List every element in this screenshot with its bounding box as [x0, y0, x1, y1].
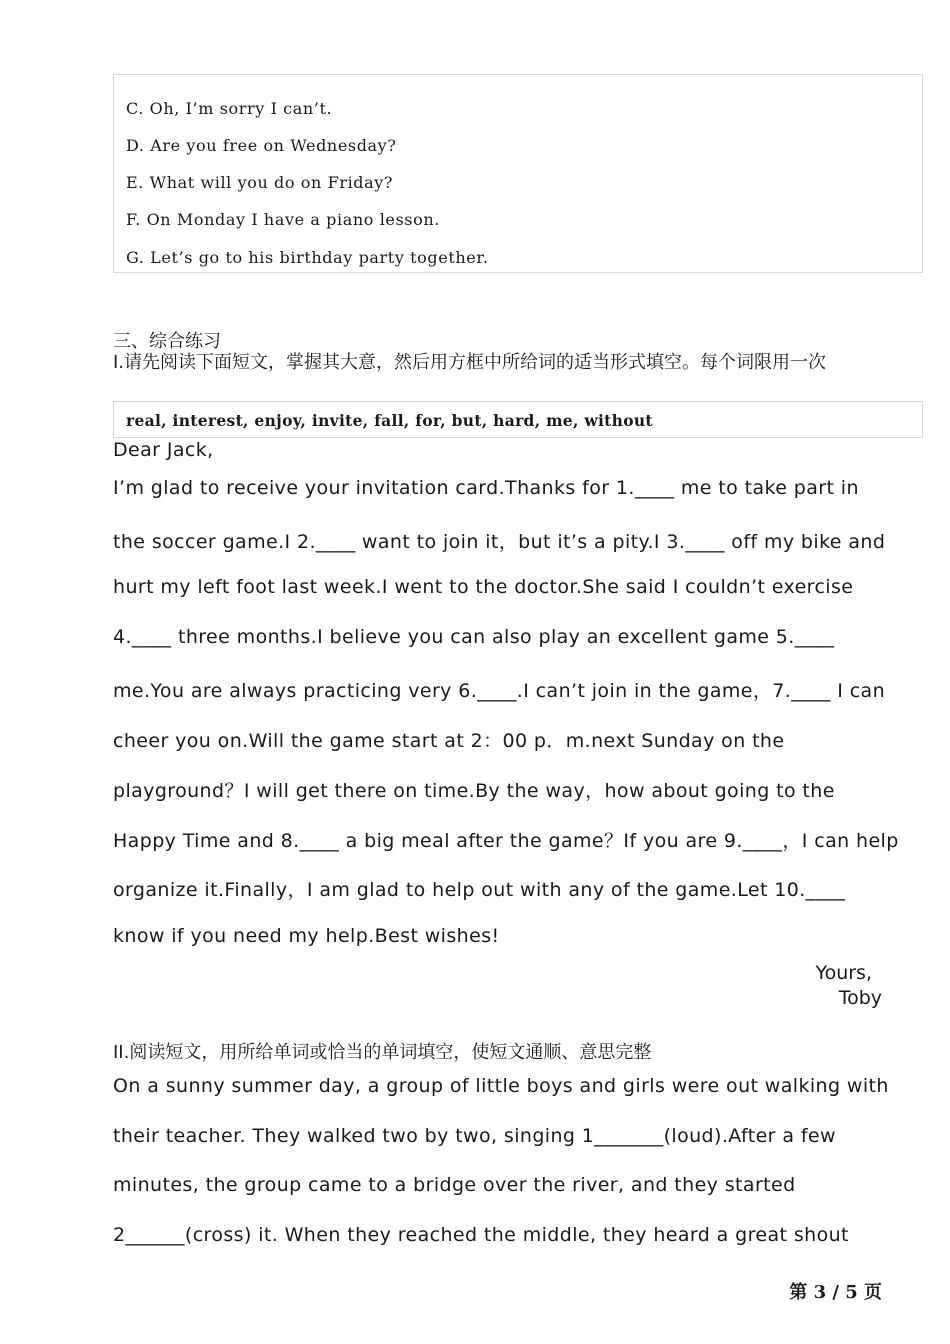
letter-line: organize it.Finally，I am glad to help out with any of the game.Let 10.____ — [113, 879, 846, 901]
option-d: D. Are you free on Wednesday? — [126, 136, 397, 155]
letter-line: hurt my left foot last week.I went to the doctor.She said I couldn’t exercise — [113, 576, 854, 598]
options-box — [113, 74, 923, 273]
passage-line: On a sunny summer day, a group of little boys and girls were out walking with — [113, 1075, 889, 1097]
part2-instruction: II.阅读短文，用所给单词或恰当的单词填空，使短文通顺、意思完整 — [113, 1042, 652, 1063]
option-g: G. Let’s go to his birthday party together. — [126, 248, 489, 267]
letter-line: me.You are always practicing very 6.____.I can’t join in the game，7.____ I can — [113, 680, 886, 702]
section-title: 三、综合练习 — [113, 331, 221, 352]
letter-closing: Yours, — [815, 962, 872, 984]
letter-line: the soccer game.I 2.____ want to join it，but it’s a pity.I 3.____ off my bike and — [113, 531, 886, 553]
passage-line: their teacher. They walked two by two, singing 1_______(loud).After a few — [113, 1125, 836, 1147]
option-e: E. What will you do on Friday? — [126, 173, 394, 192]
option-c: C. Oh, I’m sorry I can’t. — [126, 99, 333, 118]
letter-line: I’m glad to receive your invitation card.Thanks for 1.____ me to take part in — [113, 477, 859, 499]
letter-line: know if you need my help.Best wishes! — [113, 925, 500, 947]
page-number: 第 3 / 5 页 — [789, 1282, 882, 1303]
word-box-text: real, interest, enjoy, invite, fall, for, but, hard, me, without — [126, 411, 653, 430]
letter-line: cheer you on.Will the game start at 2：00 p．m.next Sunday on the — [113, 730, 785, 752]
letter-greeting: Dear Jack, — [113, 439, 214, 461]
passage-line: 2______(cross) it. When they reached the middle, they heard a great shout — [113, 1224, 849, 1246]
letter-line: Happy Time and 8.____ a big meal after the game？If you are 9.____，I can help — [113, 830, 899, 852]
part1-instruction: I.请先阅读下面短文，掌握其大意，然后用方框中所给词的适当形式填空。每个词限用一次 — [113, 352, 827, 373]
letter-line: playground？I will get there on time.By the way，how about going to the — [113, 780, 835, 802]
word-box — [113, 401, 923, 438]
letter-signature: Toby — [838, 987, 882, 1009]
letter-line: 4.____ three months.I believe you can also play an excellent game 5.____ — [113, 626, 835, 648]
option-f: F. On Monday I have a piano lesson. — [126, 210, 440, 229]
passage-line: minutes, the group came to a bridge over the river, and they started — [113, 1174, 796, 1196]
